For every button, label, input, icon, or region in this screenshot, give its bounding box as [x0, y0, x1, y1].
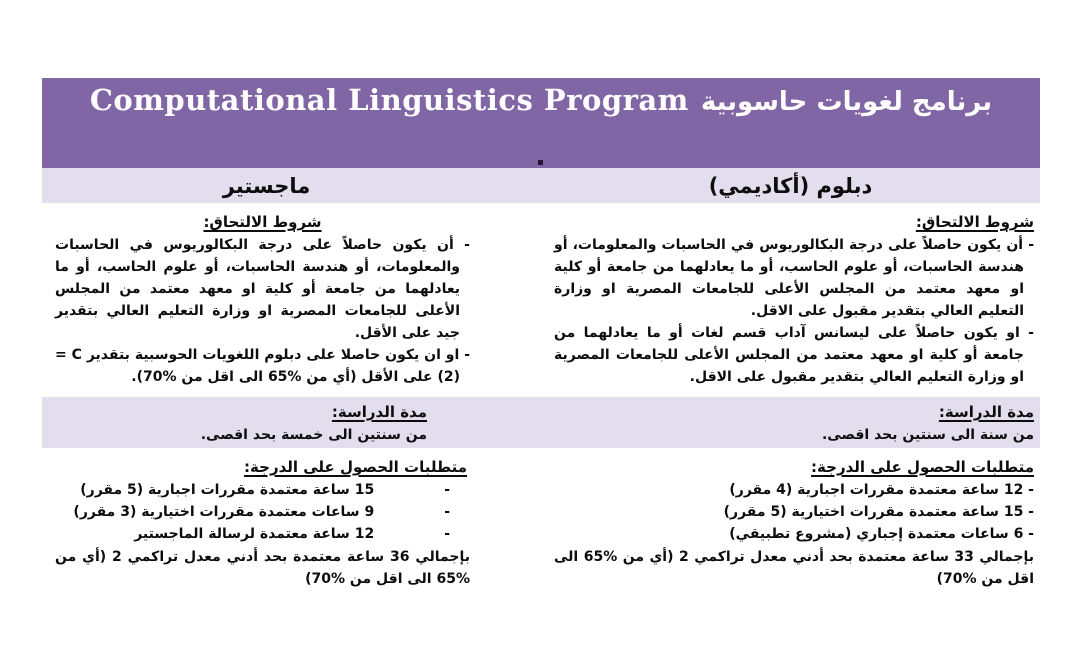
- diploma-degree-item-2: - 15 ساعة معتمدة مقررات اختيارية (5 مقرر): [723, 504, 1034, 520]
- masters-admission-heading: [55, 210, 470, 234]
- diploma-degree-item-3: - 6 ساعات معتمدة إجباري (مشروع تطبيقي): [729, 526, 1034, 542]
- diploma-admission-item-2: - او يكون حاصلاً على ليسانس آداب قسم لغات أو ما يعادلهما من جامعة أو كلية او معهد معتمد من المجلس الأعلى للجامعات المصرية او وزارة التعليم العالي بتقدير مقبول على الاقل.: [554, 325, 1034, 385]
- masters-admission-item-2: - او ان يكون حاصلا على دبلوم اللغويات الحوسبية بتقدير C‏ = (2) على الأقل (أي من %65 الى اقل من %70).: [55, 347, 471, 385]
- masters-degree-cell: [42, 448, 530, 620]
- masters-degree-heading-text: متطلبات الحصول على الدرجة:: [244, 458, 467, 476]
- masters-degree-item-3-text: 12 ساعة معتمدة لرسالة الماجستير: [134, 526, 375, 542]
- list-dash: -: [444, 504, 450, 520]
- program-title-english: Computational Linguistics Program: [89, 83, 689, 117]
- masters-degree-item-2: [55, 501, 470, 523]
- period-dot-mark: [538, 160, 543, 165]
- program-title: [42, 78, 1040, 117]
- degree-requirements-row: [42, 448, 1040, 620]
- study-duration-row: [42, 397, 1040, 448]
- diploma-admission-heading: [554, 210, 1034, 234]
- masters-degree-item-1: [55, 479, 470, 501]
- diploma-degree-heading: [554, 455, 1034, 479]
- diploma-admission-heading-text: شروط الالتحاق:: [915, 213, 1034, 231]
- masters-degree-heading: [55, 455, 470, 479]
- masters-duration-text: من سنتين الى خمسة بحد اقصى.: [200, 427, 427, 443]
- header-band: [42, 78, 1040, 168]
- diploma-admission-cell: [530, 203, 1040, 397]
- masters-degree-item-2-text: 9 ساعات معتمدة مقررات اختيارية (3 مقرر): [73, 504, 375, 520]
- diploma-duration-heading-text: مدة الدراسة:: [938, 403, 1034, 421]
- masters-degree-item-1-text: 15 ساعة معتمدة مقررات اجبارية (5 مقرر): [80, 482, 375, 498]
- diploma-duration-heading: [554, 400, 1034, 424]
- masters-degree-total: بإجمالي 36 ساعة معتمدة بحد أدني معدل تراكمي 2 (أي من %65 الى اقل من %70): [55, 549, 470, 587]
- column-header-diploma: دبلوم (أكاديمي): [708, 173, 873, 198]
- column-header-masters: ماجستير: [222, 173, 311, 198]
- diploma-degree-item-1: - 12 ساعة معتمدة مقررات اجبارية (4 مقرر): [729, 482, 1034, 498]
- masters-degree-item-3: [55, 523, 470, 545]
- masters-admission-cell: [42, 203, 530, 397]
- diploma-degree-total: بإجمالي 33 ساعة معتمدة بحد أدني معدل تراكمي 2 (أي من %65 الى اقل من %70): [554, 549, 1035, 587]
- program-title-arabic: برنامج لغويات حاسوبية: [700, 87, 993, 117]
- masters-duration-heading: [55, 400, 470, 424]
- diploma-degree-heading-text: متطلبات الحصول على الدرجة:: [811, 458, 1034, 476]
- masters-admission-heading-text: شروط الالتحاق:: [203, 213, 322, 231]
- program-comparison-table: [42, 78, 1040, 620]
- masters-duration-cell: [42, 398, 530, 448]
- list-dash: -: [444, 482, 450, 498]
- column-headers-band: [42, 168, 1040, 203]
- diploma-duration-text: من سنة الى سنتين بحد اقصى.: [821, 427, 1034, 443]
- diploma-degree-cell: [530, 448, 1040, 620]
- list-dash: -: [444, 526, 450, 542]
- admission-requirements-row: [42, 203, 1040, 397]
- diploma-duration-cell: [530, 398, 1040, 448]
- diploma-admission-item-1: - أن يكون حاصلاً على درجة البكالوريوس في الحاسبات والمعلومات، أو هندسة الحاسبات، أو علوم الحاسب، أو ما يعادلهما من جامعة أو كلية او معهد معتمد من المجلس الأعلى للجامعات المصرية او وزارة التعليم العالي بتقدير مقبول على الاقل.: [554, 237, 1034, 319]
- masters-admission-item-1: - أن يكون حاصلاً على درجة البكالوريوس في الحاسبات والمعلومات، أو هندسة الحاسبات، أو علوم الحاسب، أو ما يعادلهما من جامعة أو كلية او معهد معتمد من المجلس الأعلى للجامعات المصرية او وزارة التعليم العالي بتقدير جيد على الأقل.: [55, 237, 470, 341]
- masters-duration-heading-text: مدة الدراسة:: [331, 403, 427, 421]
